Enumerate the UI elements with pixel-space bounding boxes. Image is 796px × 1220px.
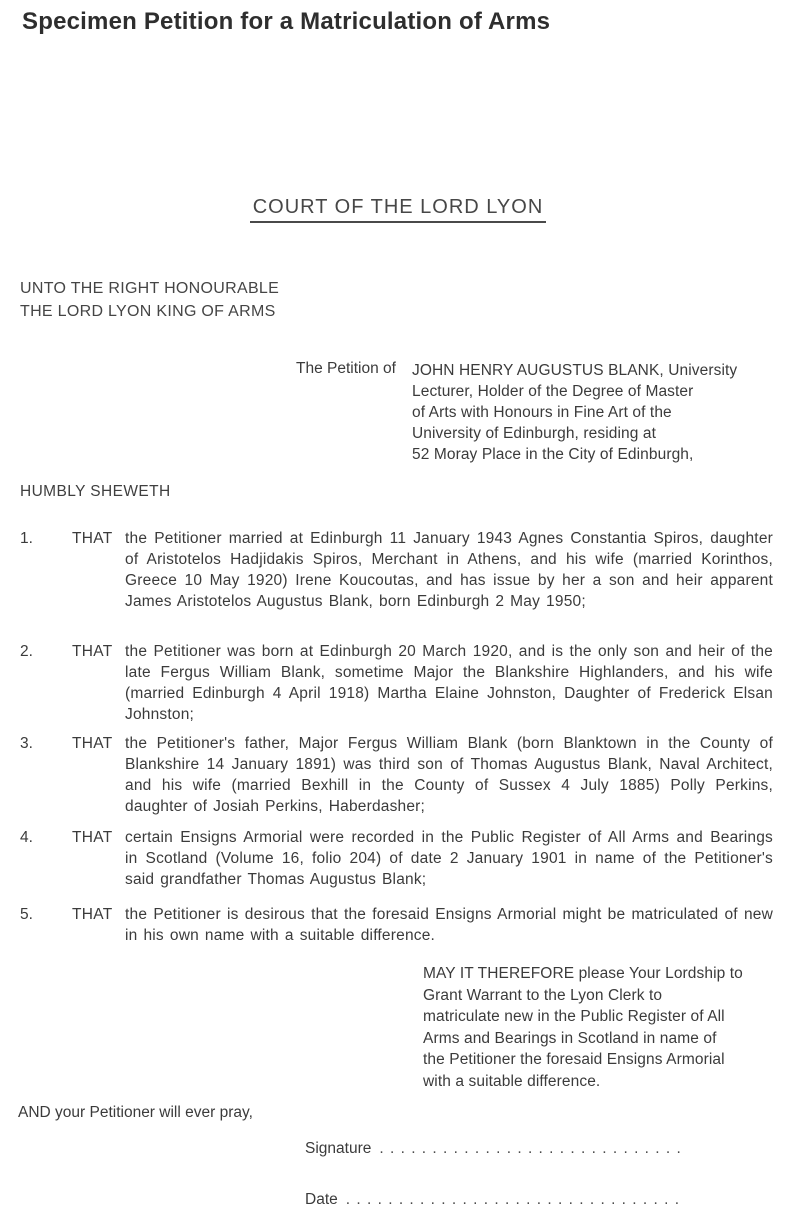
prayer-line: Grant Warrant to the Lyon Clerk to	[423, 986, 663, 1004]
prayer-line: MAY IT THEREFORE please Your Lordship to	[423, 965, 743, 982]
prayer-line: matriculate new in the Public Register of All	[423, 1008, 725, 1025]
clause-text: certain Ensigns Armorial were recorded in the Public Register of All Arms and Bearings in Scotland (Volume 16, folio 204) of date 2 January 1901 in name of the Petitioner's said grandfather Thomas Augustus Blank;	[125, 829, 773, 888]
petitioner-description-block	[412, 360, 737, 465]
clause-keyword: THAT	[72, 530, 113, 547]
addressee-line-2: THE LORD LYON KING OF ARMS	[20, 302, 276, 320]
clause-text: the Petitioner married at Edinburgh 11 January 1943 Agnes Constantia Spiros, daughter of Aristotelos Hadjidakis Spiros, Merchant in Athens, and his wife (married Korinthos, Greece 10 May 1920) Irene Koucoutas, and has issue by her a son and heir apparent James Aristotelos Augustus Blank, born Edinburgh 2 May 1950;	[125, 530, 773, 610]
signature-row	[305, 1140, 681, 1158]
addressee-block	[20, 278, 279, 323]
petitioner-line: of Arts with Honours in Fine Art of the	[412, 404, 672, 421]
petitioner-line: JOHN HENRY AUGUSTUS BLANK, University	[412, 362, 738, 379]
signature-dotted-line: . . . . . . . . . . . . . . . . . . . . . . . . . . . . .	[379, 1140, 681, 1157]
clause-keyword: THAT	[72, 906, 113, 923]
clause-number: 5.	[20, 906, 33, 923]
closing-text: AND your Petitioner will ever pray,	[18, 1104, 253, 1121]
clause-text: the Petitioner is desirous that the foresaid Ensigns Armorial might be matriculated of new in his own name with a suitable difference.	[125, 906, 773, 944]
clause-text: the Petitioner's father, Major Fergus William Blank (born Blanktown in the County of Blankshire 14 January 1891) was third son of Thomas Augustus Blank, Naval Architect, and his wife (married Bexhill in the County of Sussex 4 July 1885) Polly Perkins, daughter of Josiah Perkins, Haberdasher;	[125, 735, 773, 815]
date-label: Date	[305, 1191, 338, 1208]
petitioner-line: University of Edinburgh, residing at	[412, 425, 656, 442]
clause-keyword: THAT	[72, 643, 113, 660]
clause-number: 2.	[20, 643, 33, 660]
clause-text: the Petitioner was born at Edinburgh 20 March 1920, and is the only son and heir of the late Fergus William Blank, sometime Major the Blankshire Highlanders, and his wife (married Edinburgh 4 April 1918) Martha Elaine Johnston, Daughter of Frederick Elsan Johnston;	[125, 643, 773, 723]
addressee-line-1: UNTO THE RIGHT HONOURABLE	[20, 280, 280, 297]
clause-number: 1.	[20, 530, 33, 547]
prayer-line: the Petitioner the foresaid Ensigns Armorial	[423, 1051, 725, 1068]
clause-number: 4.	[20, 829, 33, 846]
prayer-line: Arms and Bearings in Scotland in name of	[423, 1029, 717, 1047]
clause-1	[20, 528, 773, 612]
date-dotted-line: . . . . . . . . . . . . . . . . . . . . . . . . . . . . . . . .	[345, 1191, 680, 1208]
date-row	[305, 1191, 679, 1209]
court-heading: COURT OF THE LORD LYON	[250, 196, 547, 223]
clause-number: 3.	[20, 735, 33, 752]
signature-label: Signature	[305, 1140, 372, 1157]
clause-keyword: THAT	[72, 829, 113, 846]
petition-of-label: The Petition of	[296, 360, 396, 377]
prayer-line: with a suitable difference.	[423, 1072, 601, 1090]
clause-keyword: THAT	[72, 735, 113, 752]
document-title: Specimen Petition for a Matriculation of Arms	[22, 8, 551, 35]
petitioner-line: Lecturer, Holder of the Degree of Master	[412, 383, 694, 400]
court-heading-container	[0, 196, 796, 223]
petitioner-line: 52 Moray Place in the City of Edinburgh,	[412, 446, 694, 463]
prayer-block	[423, 963, 743, 1092]
humbly-sheweth-heading: HUMBLY SHEWETH	[20, 483, 171, 500]
clause-5	[20, 904, 773, 946]
clause-4	[20, 827, 773, 890]
clause-2	[20, 641, 773, 725]
clause-3	[20, 733, 773, 817]
